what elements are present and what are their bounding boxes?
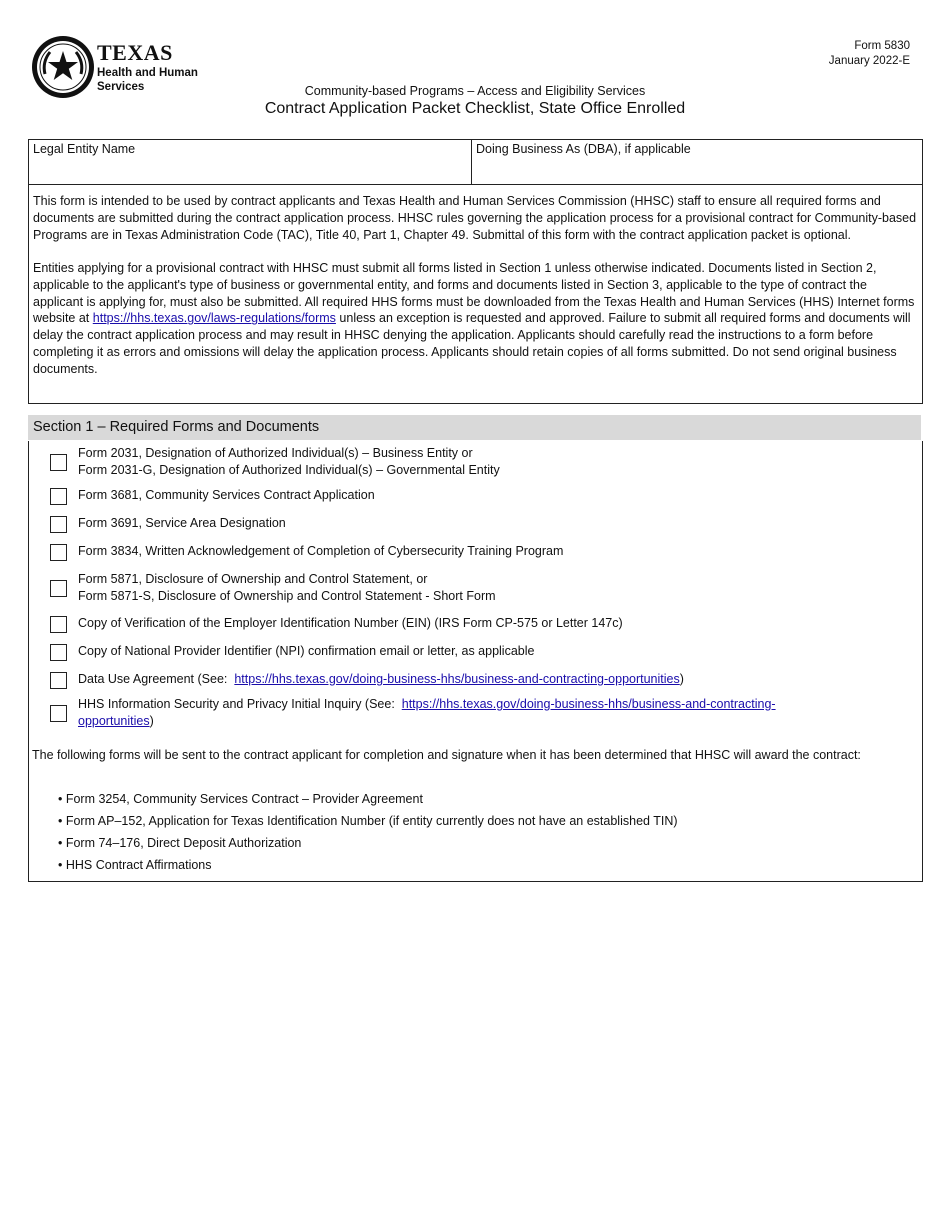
- list-item: • Form 74–176, Direct Deposit Authorization: [58, 836, 302, 850]
- legal-entity-label: Legal Entity Name: [33, 142, 136, 156]
- checklist-item-text: Form 3834, Written Acknowledgement of Completion of Cybersecurity Training Program: [78, 544, 564, 558]
- dba-label: Doing Business As (DBA), if applicable: [476, 142, 691, 156]
- form-date: January 2022-E: [828, 55, 910, 67]
- entity-info-box: [28, 139, 923, 404]
- list-item: • Form 3254, Community Services Contract – Provider Agreement: [58, 792, 423, 806]
- business-contracting-link-part-1[interactable]: https://hhs.texas.gov/doing-business-hhs/business-and-contracting-: [401, 697, 776, 711]
- checklist-item-line-1: Form 5871, Disclosure of Ownership and Control Statement, or: [78, 572, 428, 586]
- logo-text-health: Health and Human: [97, 67, 198, 79]
- checkbox[interactable]: [50, 705, 67, 722]
- checkbox[interactable]: [50, 616, 67, 633]
- checkbox[interactable]: [50, 580, 67, 597]
- checklist-item-line-2: Form 2031-G, Designation of Authorized Individual(s) – Governmental Entity: [78, 463, 500, 477]
- checklist-item-text: [78, 671, 908, 688]
- checklist-item-prefix: Data Use Agreement (See:: [78, 672, 235, 686]
- checklist-item-text: Copy of National Provider Identifier (NPI) confirmation email or letter, as applicable: [78, 644, 535, 658]
- page-title: Contract Application Packet Checklist, State Office Enrolled: [264, 100, 686, 117]
- checklist-item-prefix: HHS Information Security and Privacy Initial Inquiry (See:: [78, 697, 402, 711]
- business-contracting-link[interactable]: https://hhs.texas.gov/doing-business-hhs/business-and-contracting-opportunities: [234, 672, 680, 686]
- checklist-item-text: Form 3691, Service Area Designation: [78, 516, 286, 530]
- page-subtitle: Community-based Programs – Access and Eligibility Services: [304, 84, 646, 98]
- checkbox[interactable]: [50, 644, 67, 661]
- checklist-item-suffix: ): [679, 672, 684, 686]
- checklist-item-line-2: [78, 713, 908, 730]
- instructions: [33, 193, 918, 394]
- instructions-text-b: unless an exception is requested and approved. Failure to submit all required forms and documents will delay the contract application process and may result in HHSC denying the application. Applicants should carefully read the instructions to a form before completing it as errors and omissions will delay the application process. Applicants should retain copies of all forms submitted. Do not send original business documents.: [33, 311, 911, 377]
- entity-field-row: [29, 140, 922, 185]
- logo-text-services: Services: [97, 81, 145, 93]
- checklist-item-text: [78, 696, 908, 730]
- list-item: • Form AP–152, Application for Texas Identification Number (if entity currently does not have an established TIN): [58, 814, 678, 828]
- legal-entity-cell: [29, 140, 472, 184]
- checkbox[interactable]: [50, 488, 67, 505]
- checkbox[interactable]: [50, 454, 67, 471]
- checkbox[interactable]: [50, 516, 67, 533]
- checklist-item-text: Form 3681, Community Services Contract Application: [78, 488, 375, 502]
- section-1-heading: Section 1 – Required Forms and Documents: [28, 415, 921, 440]
- checkbox[interactable]: [50, 544, 67, 561]
- award-forms-list: [58, 788, 678, 876]
- award-forms-note: The following forms will be sent to the contract applicant for completion and signature when it has been determined that HHSC will award the contract:: [32, 748, 861, 762]
- hhs-forms-link[interactable]: https://hhs.texas.gov/laws-regulations/forms: [92, 311, 336, 326]
- checkbox[interactable]: [50, 672, 67, 689]
- checklist-item-line-2: Form 5871-S, Disclosure of Ownership and Control Statement - Short Form: [78, 589, 496, 603]
- checklist-item-text: [78, 571, 908, 605]
- dba-cell: [472, 140, 922, 184]
- logo-text-texas: TEXAS: [97, 40, 173, 65]
- instructions-paragraph-2: [33, 260, 918, 378]
- list-item: • HHS Contract Affirmations: [58, 858, 212, 872]
- checklist-item-line-1: [78, 696, 908, 713]
- form-number-block: [829, 39, 910, 69]
- checklist-item-text: Copy of Verification of the Employer Identification Number (EIN) (IRS Form CP-575 or Letter 147c): [78, 616, 623, 630]
- form-number: Form 5830: [854, 40, 910, 52]
- instructions-text-a: Entities applying for a provisional contract with HHSC must submit all forms listed in Section 1 unless otherwise indicated. Documents listed in Section 2, applicable to the applicant's type of business or governmental entity, and forms and documents listed in Section 3, applicable to the type of contract the applicant is applying for, must also be submitted. All required HHS forms must be downloaded from the Texas Health and Human Services (HHS) Internet forms website at: [33, 260, 915, 326]
- business-contracting-link-part-2[interactable]: opportunities: [78, 714, 150, 728]
- dba-input[interactable]: [476, 160, 918, 182]
- legal-entity-input[interactable]: [33, 160, 467, 182]
- checklist-item-text: [78, 445, 908, 479]
- checklist-item-suffix: ): [149, 714, 154, 728]
- instructions-paragraph-1: This form is intended to be used by contract applicants and Texas Health and Human Services Commission (HHSC) staff to ensure all required forms and documents are submitted during the contract application process. HHSC rules governing the application process for a provisional contract for Community-based Programs are in Texas Administration Code (TAC), Title 40, Part 1, Chapter 49. Submittal of this form with the contract application packet is optional.: [33, 194, 917, 242]
- checklist-item-line-1: Form 2031, Designation of Authorized Individual(s) – Business Entity or: [78, 446, 473, 460]
